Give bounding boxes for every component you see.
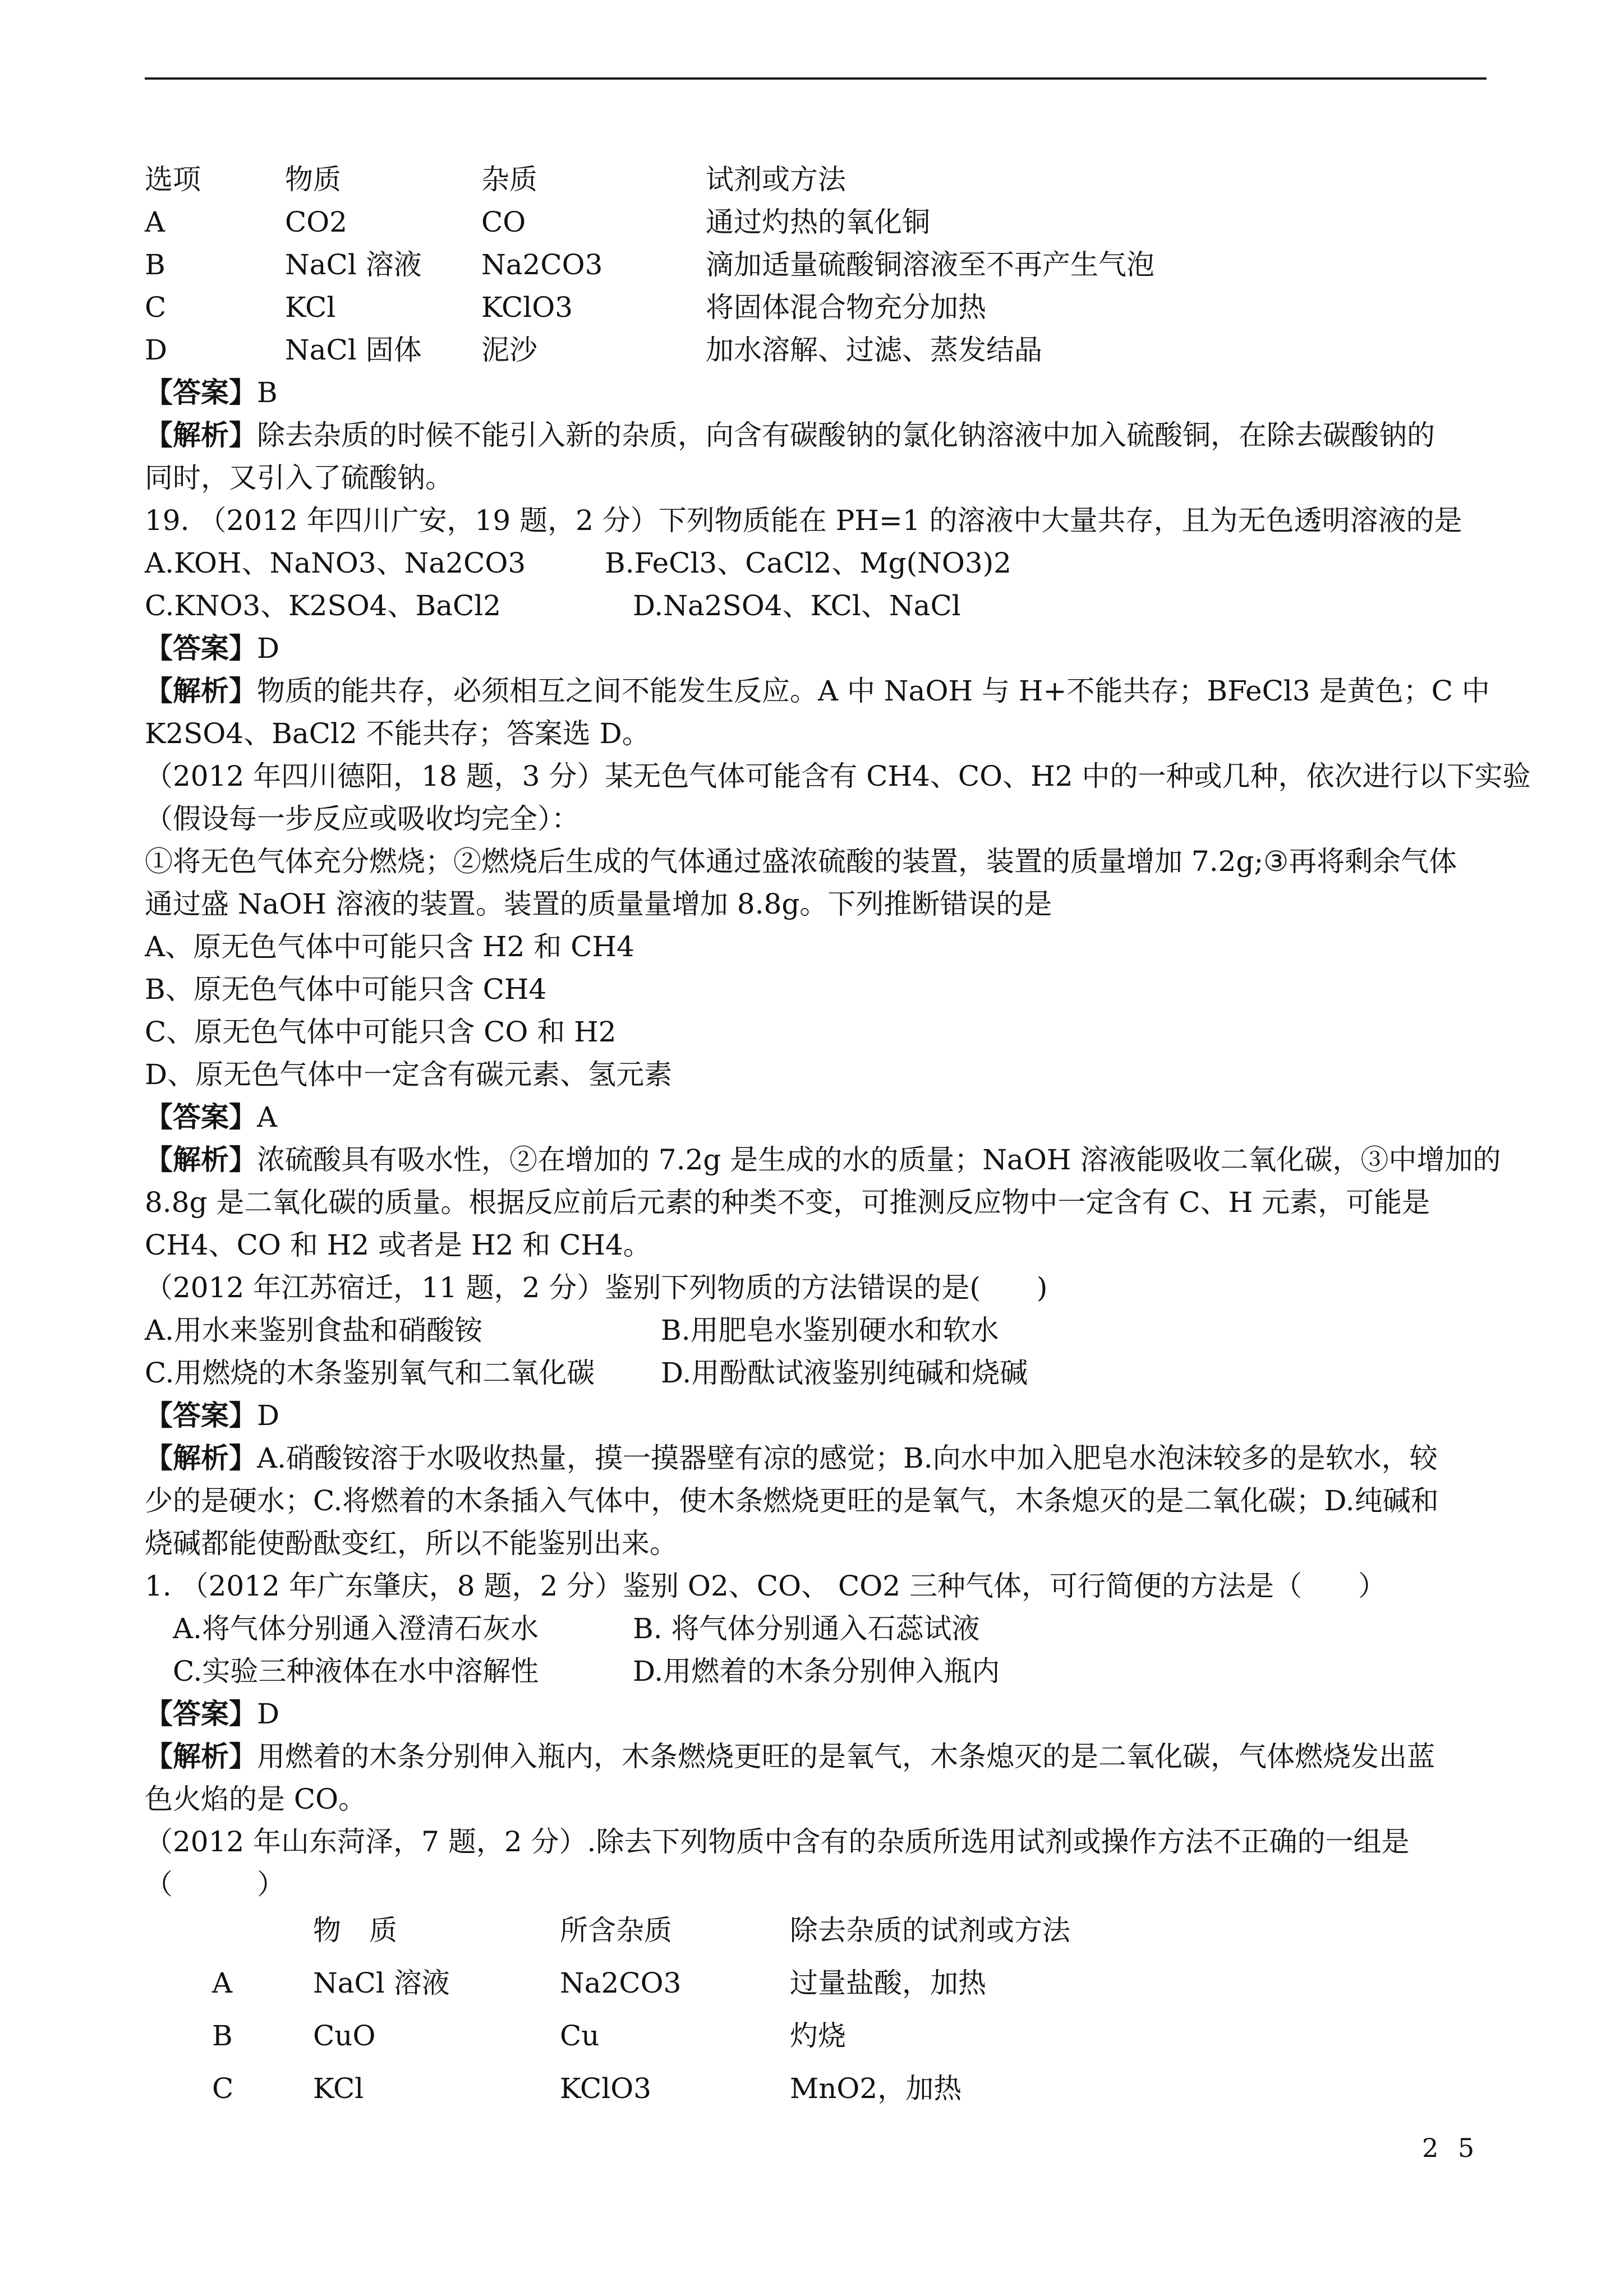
option: B.用肥皂水鉴别硬水和软水 bbox=[661, 1314, 999, 1347]
answer-tag: 【答案】 bbox=[145, 631, 257, 665]
analysis-text: A.硝酸铵溶于水吸收热量，摸一摸器壁有凉的感觉；B.向水中加入肥皂水泡沫较多的是软水，较 bbox=[257, 1442, 1438, 1474]
option: D.Na2SO4、KCl、NaCl bbox=[633, 589, 961, 622]
answer-tag: 【答案】 bbox=[145, 1697, 257, 1730]
table-cell: 将固体混合物充分加热 bbox=[706, 291, 986, 324]
question-stem: 通过盛 NaOH 溶液的装置。装置的质量量增加 8.8g。下列推断错误的是 bbox=[145, 888, 1052, 920]
table-cell: Na2CO3 bbox=[481, 248, 603, 281]
table-cell: C bbox=[212, 2072, 234, 2105]
option: A.将气体分别通入澄清石灰水 bbox=[173, 1612, 539, 1645]
option: C、原无色气体中可能只含 CO 和 H2 bbox=[145, 1016, 617, 1048]
table-cell: 灼烧 bbox=[790, 2020, 846, 2052]
options-row bbox=[145, 1607, 1487, 1650]
page-number: 2 5 bbox=[1422, 2133, 1480, 2163]
table-cell: D bbox=[145, 334, 168, 366]
header-rule bbox=[145, 77, 1487, 80]
table-cell: A bbox=[145, 206, 165, 238]
question-stem: 19. （2012 年四川广安，19 题，2 分）下列物质能在 PH=1 的溶液中大量共存，且为无色透明溶液的是 bbox=[145, 504, 1462, 537]
option: A.KOH、NaNO3、Na2CO3 bbox=[145, 547, 526, 579]
question-stem: ①将无色气体充分燃烧；②燃烧后生成的气体通过盛浓硫酸的装置，装置的质量增加 7.2g;③再将剩余气体 bbox=[145, 845, 1457, 878]
analysis-line bbox=[145, 1735, 1487, 1778]
option: B、原无色气体中可能只含 CH4 bbox=[145, 973, 547, 1006]
question-stem: （假设每一步反应或吸收均完全）： bbox=[145, 803, 579, 835]
question-stem: 1. （2012 年广东肇庆，8 题，2 分）鉴别 O2、CO、 CO2 三种气体，可行简便的方法是（ ） bbox=[145, 1570, 1386, 1602]
analysis-text: 少的是硬水；C.将燃着的木条插入气体中，使木条燃烧更旺的是氧气，木条熄灭的是二氧化碳；D.纯碱和 bbox=[145, 1484, 1439, 1517]
table-cell: B bbox=[145, 248, 165, 281]
table-cell: B bbox=[212, 2020, 233, 2052]
option: B.FeCl3、CaCl2、Mg(NO3)2 bbox=[605, 547, 1011, 579]
analysis-text: 用燃着的木条分别伸入瓶内，木条燃烧更旺的是氧气，木条熄灭的是二氧化碳，气体燃烧发出蓝 bbox=[257, 1740, 1435, 1773]
table2-header bbox=[145, 1909, 1487, 1952]
answer-line bbox=[145, 1394, 1487, 1437]
table-cell: CO bbox=[481, 206, 526, 238]
table-cell: NaCl 溶液 bbox=[313, 1967, 450, 1999]
option: A、原无色气体中可能只含 H2 和 CH4 bbox=[145, 930, 634, 963]
answer-line bbox=[145, 1096, 1487, 1138]
option: C.用燃烧的木条鉴别氧气和二氧化碳 bbox=[145, 1357, 595, 1389]
answer-value: B bbox=[257, 376, 278, 409]
analysis-tag: 【解析】 bbox=[145, 674, 257, 707]
analysis-text: 8.8g 是二氧化碳的质量。根据反应前后元素的种类不变，可推测反应物中一定含有 C、H 元素，可能是 bbox=[145, 1186, 1430, 1219]
question-stem: （ ） bbox=[145, 1868, 285, 1901]
table-cell: NaCl 固体 bbox=[285, 334, 422, 366]
table-row bbox=[145, 2014, 1487, 2057]
analysis-tag: 【解析】 bbox=[145, 1441, 257, 1474]
table-cell: MnO2，加热 bbox=[790, 2072, 962, 2105]
table-row bbox=[145, 1962, 1487, 2004]
option: B. 将气体分别通入石蕊试液 bbox=[633, 1612, 980, 1645]
options-row bbox=[145, 584, 1487, 627]
answer-value: D bbox=[257, 1698, 280, 1730]
table1-col-impurity: 杂质 bbox=[481, 163, 537, 196]
answer-line bbox=[145, 371, 1487, 414]
table-cell: 加水溶解、过滤、蒸发结晶 bbox=[706, 334, 1042, 366]
table2-col-substance: 物 质 bbox=[313, 1914, 397, 1947]
table-row bbox=[145, 201, 1487, 243]
table-row bbox=[145, 243, 1487, 286]
table-cell: KClO3 bbox=[560, 2072, 652, 2105]
table1-col-option: 选项 bbox=[145, 163, 201, 196]
table-row bbox=[145, 2067, 1487, 2110]
options-row bbox=[145, 1309, 1487, 1352]
option: D.用酚酞试液鉴别纯碱和烧碱 bbox=[661, 1357, 1028, 1389]
analysis-text: 除去杂质的时候不能引入新的杂质，向含有碳酸钠的氯化钠溶液中加入硫酸铜，在除去碳酸钠的 bbox=[257, 419, 1435, 451]
answer-value: D bbox=[257, 632, 280, 665]
answer-line bbox=[145, 1693, 1487, 1735]
table-cell: C bbox=[145, 291, 167, 324]
analysis-text: 浓硫酸具有吸水性，②在增加的 7.2g 是生成的水的质量；NaOH 溶液能吸收二氧化碳，③中增加的 bbox=[257, 1144, 1501, 1176]
table-cell: KCl bbox=[285, 291, 336, 324]
option: A.用水来鉴别食盐和硝酸铵 bbox=[145, 1314, 483, 1347]
option: C.实验三种液体在水中溶解性 bbox=[173, 1655, 539, 1688]
question-stem: （2012 年江苏宿迁，11 题，2 分）鉴别下列物质的方法错误的是( ) bbox=[145, 1271, 1048, 1304]
question-stem: （2012 年山东菏泽，7 题，2 分）.除去下列物质中含有的杂质所选用试剂或操作方法不正确的一组是 bbox=[145, 1825, 1410, 1858]
table-cell: Cu bbox=[560, 2020, 600, 2052]
option: D、原无色气体中一定含有碳元素、氢元素 bbox=[145, 1058, 673, 1091]
answer-value: A bbox=[257, 1101, 278, 1133]
analysis-text: 色火焰的是 CO。 bbox=[145, 1783, 367, 1815]
table1-col-substance: 物质 bbox=[285, 163, 341, 196]
options-row bbox=[145, 542, 1487, 584]
answer-tag: 【答案】 bbox=[145, 376, 257, 409]
analysis-line bbox=[145, 670, 1490, 712]
options-row bbox=[145, 1352, 1487, 1394]
option: D.用燃着的木条分别伸入瓶内 bbox=[633, 1655, 1000, 1688]
table-cell: CO2 bbox=[285, 206, 348, 238]
answer-tag: 【答案】 bbox=[145, 1399, 257, 1432]
table-cell: KClO3 bbox=[481, 291, 573, 324]
analysis-tag: 【解析】 bbox=[145, 418, 257, 451]
table1-col-method: 试剂或方法 bbox=[706, 163, 846, 196]
table-cell: NaCl 溶液 bbox=[285, 248, 422, 281]
analysis-tag: 【解析】 bbox=[145, 1740, 257, 1773]
analysis-line bbox=[145, 1138, 1501, 1181]
analysis-text: 烧碱都能使酚酞变红，所以不能鉴别出来。 bbox=[145, 1527, 678, 1560]
table-cell: 过量盐酸，加热 bbox=[790, 1967, 986, 1999]
analysis-text: K2SO4、BaCl2 不能共存；答案选 D。 bbox=[145, 717, 650, 750]
option: C.KNO3、K2SO4、BaCl2 bbox=[145, 589, 502, 622]
question-stem: （2012 年四川德阳，18 题，3 分）某无色气体可能含有 CH4、CO、H2 中的一种或几种，依次进行以下实验 bbox=[145, 760, 1531, 792]
options-row bbox=[145, 1650, 1487, 1693]
table-cell: 泥沙 bbox=[481, 334, 537, 366]
table-cell: A bbox=[212, 1967, 233, 1999]
table-cell: Na2CO3 bbox=[560, 1967, 682, 1999]
table2-col-method: 除去杂质的试剂或方法 bbox=[790, 1914, 1070, 1947]
answer-value: D bbox=[257, 1399, 280, 1432]
answer-tag: 【答案】 bbox=[145, 1100, 257, 1133]
analysis-line bbox=[145, 1437, 1487, 1479]
table-cell: 通过灼热的氧化铜 bbox=[706, 206, 930, 238]
analysis-text: 同时，又引入了硫酸钠。 bbox=[145, 462, 453, 494]
table-row bbox=[145, 286, 1487, 329]
answer-line bbox=[145, 627, 1487, 670]
table-cell: CuO bbox=[313, 2020, 376, 2052]
table-cell: KCl bbox=[313, 2072, 364, 2105]
table1-header bbox=[145, 158, 1487, 201]
analysis-line bbox=[145, 414, 1487, 457]
table2-col-impurity: 所含杂质 bbox=[560, 1914, 672, 1947]
analysis-tag: 【解析】 bbox=[145, 1143, 257, 1176]
table-cell: 滴加适量硫酸铜溶液至不再产生气泡 bbox=[706, 248, 1154, 281]
analysis-text: 物质的能共存，必须相互之间不能发生反应。A 中 NaOH 与 H+不能共存；BFeCl3 是黄色；C 中 bbox=[257, 675, 1490, 707]
table-row bbox=[145, 329, 1487, 371]
analysis-text: CH4、CO 和 H2 或者是 H2 和 CH4。 bbox=[145, 1229, 651, 1261]
